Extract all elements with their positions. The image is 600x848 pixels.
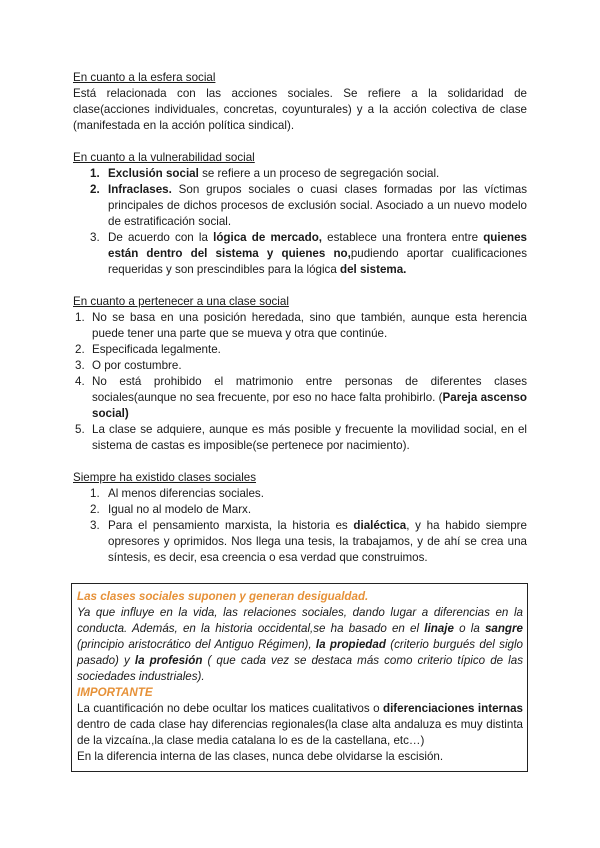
section-heading: En cuanto a la vulnerabilidad social bbox=[73, 151, 255, 164]
section-vulnerabilidad-social bbox=[73, 150, 527, 278]
list-number: 5. bbox=[75, 423, 85, 436]
numbered-list bbox=[73, 166, 527, 278]
callout-text: o la bbox=[453, 622, 485, 635]
item-text: Especificada legalmente. bbox=[92, 343, 221, 356]
bold-term: Exclusión social bbox=[108, 167, 199, 180]
item-text: se refiere a un proceso de segregación social. bbox=[198, 167, 440, 180]
list-item bbox=[73, 358, 527, 374]
bold-term: la propiedad bbox=[315, 638, 386, 651]
item-text: O por costumbre. bbox=[92, 359, 182, 372]
document-page bbox=[73, 70, 527, 582]
numbered-list bbox=[73, 310, 527, 454]
list-number: 1. bbox=[75, 311, 85, 324]
item-text: Igual no al modelo de Marx. bbox=[108, 503, 252, 516]
list-number: 2. bbox=[90, 503, 100, 516]
list-item bbox=[73, 166, 527, 182]
section-esfera-social bbox=[73, 70, 527, 134]
item-text: Son grupos sociales o cuasi clases formadas por las víctimas principales de dichos procesos de exclusión social. Asociado a un nuevo modelo de estratificación social. bbox=[108, 183, 527, 228]
list-item bbox=[73, 310, 527, 342]
list-item bbox=[73, 518, 527, 566]
callout-text: dentro de cada clase hay diferencias regionales(la clase alta andaluza es muy distinta de la vizcaína.,la clase media catalana lo es de la castellana, etc…) bbox=[77, 718, 523, 747]
item-text: Al menos diferencias sociales. bbox=[108, 487, 264, 500]
item-text: La clase se adquiere, aunque es más posible y frecuente la movilidad social, en el sistema de castas es imposible(se pertenece por nacimiento). bbox=[92, 423, 527, 452]
item-text: No se basa en una posición heredada, sino que también, aunque esta herencia puede tener una parte que se mueva y otra que continúe. bbox=[92, 311, 527, 340]
list-number: 3. bbox=[90, 519, 100, 532]
bold-term: del sistema. bbox=[340, 263, 407, 276]
item-text: Para el pensamiento marxista, la historia es bbox=[108, 519, 354, 532]
section-heading: Siempre ha existido clases sociales bbox=[73, 471, 257, 484]
list-number: 1. bbox=[90, 167, 100, 180]
section-heading: En cuanto a pertenecer a una clase social bbox=[73, 295, 289, 308]
list-item bbox=[73, 182, 527, 230]
bold-term: diferenciaciones internas bbox=[382, 702, 524, 715]
numbered-list bbox=[73, 486, 527, 566]
list-number: 3. bbox=[75, 359, 85, 372]
list-number: 3. bbox=[90, 231, 100, 244]
item-text: De acuerdo con la bbox=[108, 231, 214, 244]
bold-term: linaje bbox=[424, 622, 454, 635]
bold-term: quienes están dentro del sistema y quienes no, bbox=[108, 231, 527, 260]
item-text: , y ha habido siempre opresores y oprimidos. Nos llega una tesis, la trabajamos, y de ahí se crea una síntesis, es decir, esa creencia o esa verdad que construimos. bbox=[108, 519, 527, 564]
important-label: IMPORTANTE bbox=[77, 686, 153, 699]
list-number: 1. bbox=[90, 487, 100, 500]
list-item bbox=[73, 230, 527, 278]
section-siempre-clases bbox=[73, 470, 527, 566]
callout-text: (principio aristocrático del Antiguo Régimen), bbox=[77, 638, 316, 651]
callout-paragraph bbox=[77, 605, 523, 685]
item-text: establece una frontera entre bbox=[322, 231, 484, 244]
callout-text: ( que cada vez se destaca más como criterio típico de las sociedades industriales). bbox=[77, 654, 523, 683]
bold-term: dialéctica bbox=[353, 519, 407, 532]
list-item bbox=[73, 374, 527, 422]
list-number: 2. bbox=[90, 183, 100, 196]
list-item bbox=[73, 502, 527, 518]
bold-term: la profesión bbox=[134, 654, 203, 667]
bold-term: sangre bbox=[484, 622, 523, 635]
callout-text: Ya que influye en la vida, las relaciones sociales, dando lugar a diferencias en la conducta. Además, en la historia occidental,se ha basado en el bbox=[77, 606, 523, 635]
callout-text: (criterio burgués del siglo pasado) y bbox=[77, 638, 523, 667]
list-item bbox=[73, 342, 527, 358]
callout-paragraph bbox=[77, 701, 523, 749]
list-item bbox=[73, 422, 527, 454]
callout-text: La cuantificación no debe ocultar los matices cualitativos o bbox=[77, 702, 383, 715]
bold-term: Pareja ascenso social) bbox=[92, 391, 528, 420]
bold-term: Infraclases. bbox=[108, 183, 172, 196]
callout-box bbox=[71, 583, 528, 772]
item-text: pudiendo aportar cualificaciones requeridas y son prescindibles para la lógica bbox=[108, 247, 527, 276]
list-item bbox=[73, 486, 527, 502]
section-paragraph: Está relacionada con las acciones sociales. Se refiere a la solidaridad de clase(acciones individuales, concretas, coyunturales) y a la acción colectiva de clase (manifestada en la acción política sindical). bbox=[73, 87, 527, 132]
list-number: 4. bbox=[75, 375, 85, 388]
section-pertenecer-clase bbox=[73, 294, 527, 454]
item-text: No está prohibido el matrimonio entre personas de diferentes clases sociales(aunque no sea frecuente, por eso no hace falta prohibirlo. ( bbox=[92, 375, 527, 404]
section-heading: En cuanto a la esfera social bbox=[73, 71, 216, 84]
bold-term: lógica de mercado, bbox=[213, 231, 323, 244]
list-number: 2. bbox=[75, 343, 85, 356]
callout-title: Las clases sociales suponen y generan desigualdad. bbox=[77, 590, 369, 603]
callout-paragraph: En la diferencia interna de las clases, nunca debe olvidarse la escisión. bbox=[77, 750, 444, 763]
